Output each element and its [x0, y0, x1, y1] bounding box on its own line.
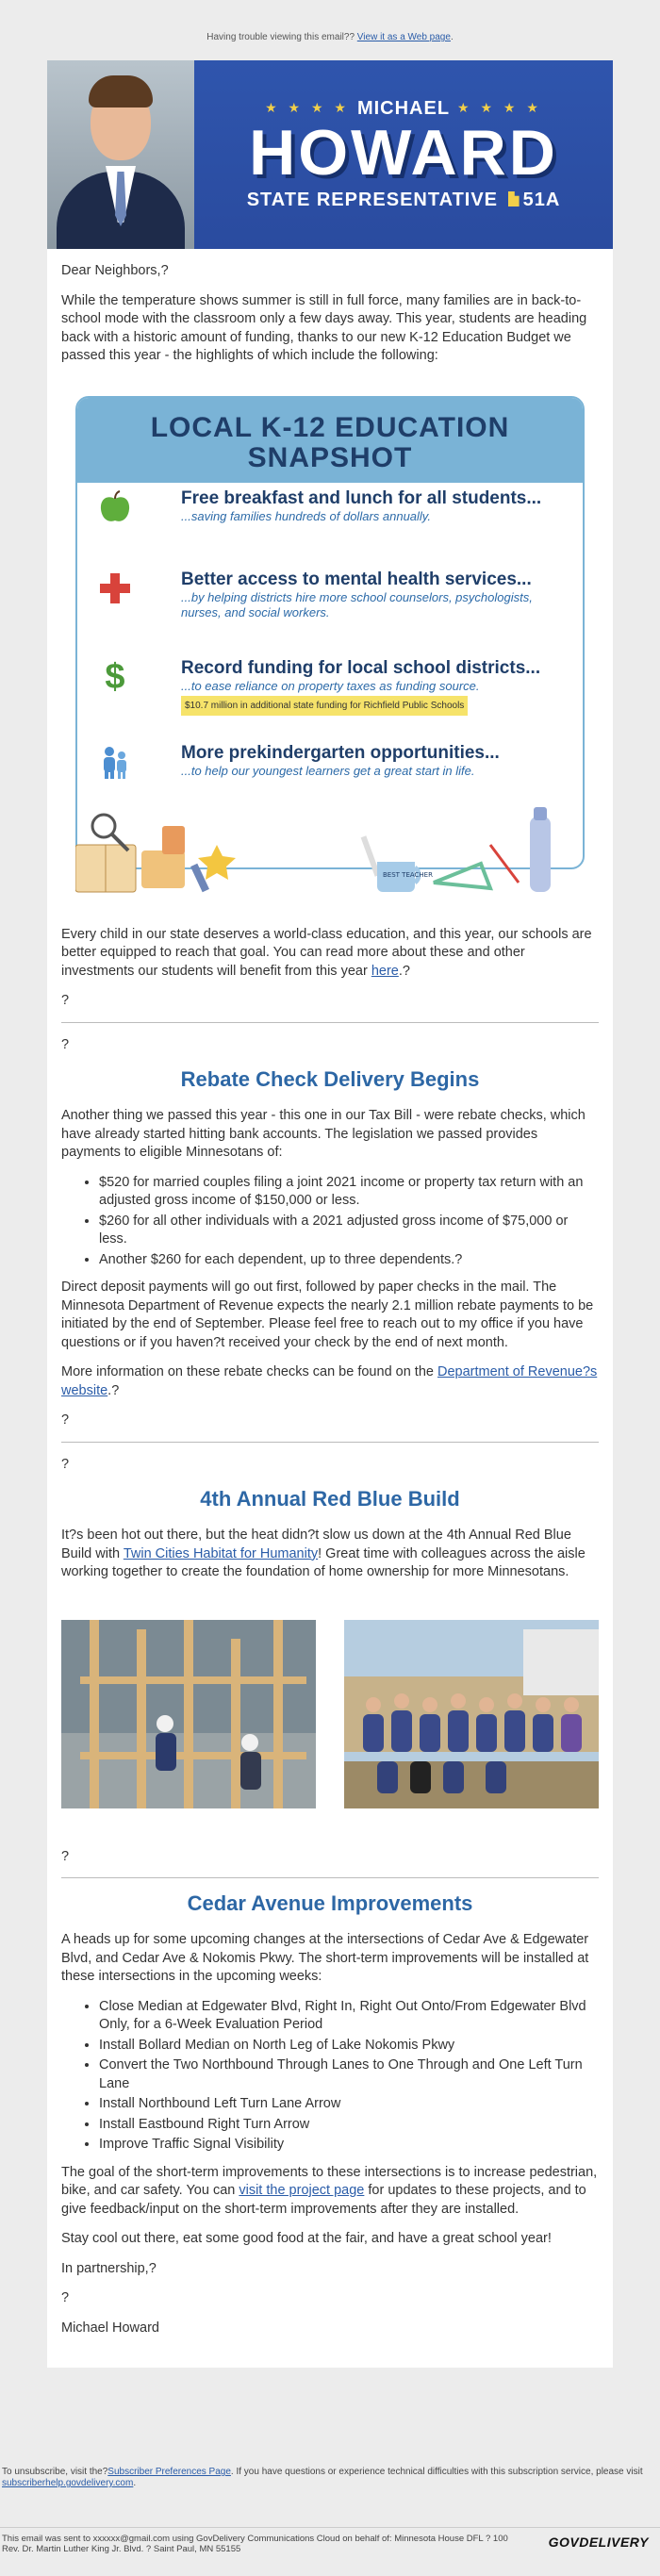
- list-item: • $520 for married couples filing a joint 2021 income or property tax return with an adjusted gross income of $150,000 or less.: [99, 1174, 599, 1211]
- banner-name-block: [194, 60, 613, 249]
- mug-text: BEST TEACHER: [383, 870, 433, 879]
- framing-photo: [61, 1620, 316, 1808]
- section-divider: [61, 1022, 599, 1023]
- subscriber-help-link[interactable]: subscriberhelp.govdelivery.com: [2, 2478, 134, 2488]
- email-body: [47, 249, 613, 2368]
- education-here-link[interactable]: here: [371, 963, 399, 979]
- apple-icon: [96, 490, 134, 531]
- snapshot-funding-highlight: $10.7 million in additional state funding for Richfield Public Schools: [181, 696, 468, 717]
- school-supplies-illustration: [75, 807, 585, 898]
- stars-right-icon: ★ ★ ★ ★: [457, 100, 542, 116]
- rebate-paragraph-3: [61, 1363, 599, 1400]
- cedar-paragraph-3: Stay cool out there, eat some good food at the fair, and have a great school year!: [61, 2231, 552, 2246]
- rebate-paragraph-2: Direct deposit payments will go out first, followed by paper checks in the mail. The Minnesota Department of Revenue expects the nearly 2.1 million rebate payments to be initiated by the end of September. Please feel free to reach out to my office if you have questions or if you haven?t received your check by the end of next month.: [61, 1280, 594, 1350]
- snapshot-item-title: Record funding for local school districts...: [181, 657, 541, 678]
- habitat-link[interactable]: Twin Cities Habitat for Humanity: [123, 1545, 319, 1561]
- snapshot-item-sub: ...saving families hundreds of dollars annually.: [181, 508, 431, 523]
- list-item: • Another $260 for each dependent, up to three dependents.?: [99, 1251, 599, 1270]
- snapshot-item-title: More prekindergarten opportunities...: [181, 742, 500, 763]
- cedar-paragraph-1: A heads up for some upcoming changes at the intersections of Cedar Ave & Edgewater Blvd, and Cedar Ave & Nokomis Pkwy. The short-term improvements will be installed at these intersections in the upcoming weeks:: [61, 1932, 589, 1984]
- spacer-mark: ?: [61, 1412, 70, 1428]
- after-snapshot-paragraph: [61, 926, 599, 982]
- banner-first-name: MICHAEL: [356, 98, 451, 119]
- rebate-list: [61, 1174, 599, 1270]
- education-snapshot-graphic: [75, 396, 585, 898]
- unsub-after: .: [133, 2478, 137, 2488]
- snapshot-item-sub: ...to help our youngest learners get a great start in life.: [181, 763, 475, 778]
- cedar-p2-after: for updates to these projects, and to give feedback/input on the short-term improvements after they are installed.: [61, 2183, 586, 2217]
- snapshot-item-sub: ...by helping districts hire more school counselors, psychologists, nurses, and social workers.: [181, 589, 533, 619]
- stars-left-icon: ★ ★ ★ ★: [265, 100, 350, 116]
- subscriber-preferences-link[interactable]: Subscriber Preferences Page: [107, 2467, 231, 2477]
- top-note: [0, 0, 660, 60]
- banner-district: 51A: [522, 190, 561, 210]
- banner-title: [194, 190, 613, 211]
- list-item: • Improve Traffic Signal Visibility: [99, 2136, 599, 2155]
- header-banner: [47, 60, 613, 249]
- list-item: • Install Eastbound Right Turn Arrow: [99, 2116, 599, 2135]
- revenue-website-link[interactable]: Department of Revenue?s website: [61, 1364, 598, 1398]
- cedar-heading: Cedar Avenue Improvements: [187, 1891, 473, 1915]
- group-photo: [344, 1620, 599, 1808]
- web-page-link[interactable]: View it as a Web page: [356, 32, 451, 42]
- unsub-pre: To unsubscribe, visit the?: [2, 2467, 108, 2477]
- spacer-mark: ?: [61, 1456, 70, 1472]
- snapshot-item-meals: [96, 488, 568, 524]
- sent-line-2: Rev. Dr. Martin Luther King Jr. Blvd. ? Saint Paul, MN 55155: [2, 2544, 241, 2554]
- spacer-mark: ?: [61, 1848, 70, 1864]
- children-icon: [96, 745, 134, 785]
- minnesota-icon: [508, 191, 520, 206]
- representative-photo: [47, 60, 194, 249]
- dollar-icon: $: [105, 656, 125, 697]
- greeting: Dear Neighbors,?: [61, 263, 169, 278]
- footer-divider: [0, 2527, 660, 2528]
- after-snapshot-after: .?: [398, 963, 410, 979]
- snapshot-box: [75, 396, 585, 869]
- snapshot-item-prek: [96, 743, 568, 779]
- cedar-paragraph-2: [61, 2164, 599, 2220]
- signature: Michael Howard: [61, 2320, 159, 2336]
- project-page-link[interactable]: visit the project page: [239, 2183, 365, 2198]
- list-item: • Close Median at Edgewater Blvd, Right In, Right Out Onto/From Edgewater Blvd Only, for a 6-Week Evaluation Period: [99, 1998, 599, 2035]
- medical-cross-icon: [96, 571, 134, 612]
- banner-title-text: STATE REPRESENTATIVE: [246, 190, 499, 210]
- unsub-mid: . If you have questions or experience technical difficulties with this subscription service, please visit: [230, 2467, 643, 2477]
- cedar-list: [61, 1998, 599, 2155]
- cedar-p2-text: The goal of the short-term improvements to these intersections is to increase pedestrian, bike, and car safety. You can: [61, 2164, 598, 2198]
- top-note-text: Having trouble viewing this email??: [206, 32, 357, 42]
- snapshot-item-title: Better access to mental health services...: [181, 569, 532, 589]
- email-footer: [0, 2467, 660, 2554]
- rebate-paragraph-1: Another thing we passed this year - this one in our Tax Bill - were rebate checks, which have already started hitting bank accounts. The legislation we passed provides payments to eligible Minnesotans of:: [61, 1108, 586, 1160]
- govdelivery-logo[interactable]: GOVDELIVERY: [548, 2535, 649, 2550]
- build-heading: 4th Annual Red Blue Build: [200, 1487, 460, 1511]
- intro-paragraph: While the temperature shows summer is still in full force, many families are in back-to-school mode with the classroom only a few days away. This year, students are heading back with a historic amount of funding, thanks to our new K-12 Education Budget we passed this year - the highlights of which include the following:: [61, 292, 587, 363]
- snapshot-item-title: Free breakfast and lunch for all students...: [181, 487, 542, 508]
- spacer-mark: ?: [61, 2290, 70, 2305]
- top-note-after: .: [450, 32, 454, 42]
- snapshot-title: [77, 398, 583, 483]
- after-snapshot-text: Every child in our state deserves a world-class education, and this year, our schools are better equipped to reach that goal. You can read more about these and other investments our students will benefit from this year: [61, 926, 592, 979]
- sent-info: [0, 2534, 660, 2554]
- closing: In partnership,?: [61, 2260, 157, 2276]
- spacer-mark: ?: [61, 993, 70, 1008]
- list-item: • Convert the Two Northbound Through Lanes to One Through and One Left Turn Lane: [99, 2056, 599, 2093]
- banner-last-name: HOWARD: [249, 117, 558, 189]
- build-text-after: ! Great time with colleagues across the aisle working together to create the foundation of home ownership for more Minnesotans.: [61, 1545, 586, 1579]
- build-text: It?s been hot out there, but the heat didn?t slow us down at the 4th Annual Red Blue Build with: [61, 1527, 571, 1561]
- snapshot-item-funding: [96, 658, 568, 717]
- rebate-p3-text: More information on these rebate checks can be found on the: [61, 1364, 437, 1379]
- list-item: • Install Northbound Left Turn Lane Arrow: [99, 2095, 599, 2114]
- rebate-heading: Rebate Check Delivery Begins: [180, 1067, 480, 1091]
- rebate-p3-after: .?: [107, 1382, 120, 1398]
- build-photos: [61, 1620, 599, 1808]
- snapshot-item-sub: ...to ease reliance on property taxes as funding source.: [181, 678, 480, 693]
- sent-line-1: This email was sent to xxxxxx@gmail.com using GovDelivery Communications Cloud on behalf of: Minnesota House DFL ? 100: [2, 2534, 508, 2544]
- list-item: • $260 for all other individuals with a 2021 adjusted gross income of $75,000 or less.: [99, 1213, 599, 1249]
- snapshot-title-line1: LOCAL K-12 EDUCATION: [150, 411, 510, 443]
- section-divider: [61, 1877, 599, 1878]
- email-card: [47, 60, 613, 2368]
- list-item: • Install Bollard Median on North Leg of Lake Nokomis Pkwy: [99, 2037, 599, 2056]
- snapshot-item-mental-health: [96, 570, 568, 620]
- build-paragraph: [61, 1527, 599, 1582]
- unsubscribe-text: [0, 2467, 660, 2489]
- spacer-mark: ?: [61, 1036, 70, 1052]
- snapshot-title-line2: SNAPSHOT: [247, 441, 413, 473]
- section-divider: [61, 1442, 599, 1443]
